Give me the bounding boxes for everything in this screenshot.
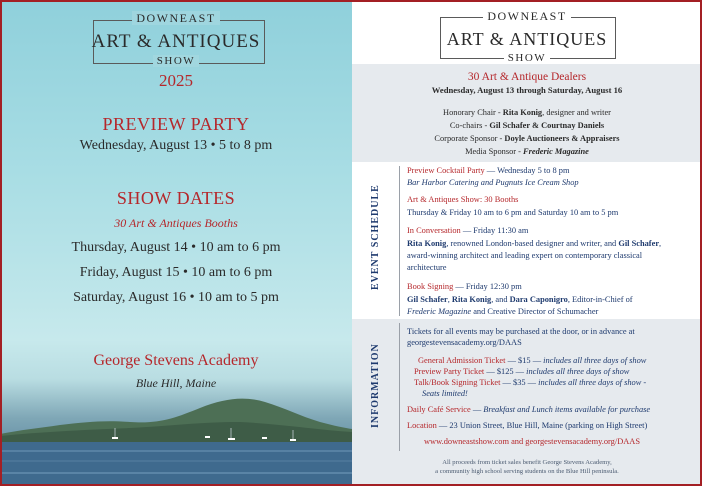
- preview-party-date: Wednesday, August 13 • 5 to 8 pm: [79, 138, 273, 153]
- event-schedule-label: EVENT SCHEDULE: [370, 184, 381, 290]
- show-times-line: Thursday & Friday 10 am to 6 pm and Saturday 10 am to 5 pm: [407, 208, 619, 217]
- tickets-info-line: Tickets for all events may be purchased at the door, or in advance at: [407, 327, 635, 336]
- book-signing-desc-line: Frederic Magazine and Creative Director of Schumacher: [407, 307, 599, 316]
- seats-limited-note: Seats limited!: [422, 389, 468, 398]
- show-date-line: Friday, August 15 • 10 am to 6 pm: [79, 265, 273, 280]
- corporate-sponsor-line: Corporate Sponsor - Doyle Auctioneers & Appraisers: [434, 134, 620, 143]
- tickets-url[interactable]: georgestevensacademy.org/DAAS: [407, 338, 522, 347]
- co-chairs-line: Co-chairs - Gil Schafer & Courtnay Daniels: [449, 121, 605, 130]
- logo-top-text: DOWNEAST: [0, 11, 352, 26]
- conversation-desc-line: Rita Konig, renowned London-based designer and writer, and Gil Schafer,: [407, 239, 662, 248]
- divider: [399, 323, 400, 451]
- right-header: [352, 0, 702, 63]
- show-date-line: Saturday, August 16 • 10 am to 5 pm: [73, 290, 279, 305]
- show-dates-subtitle: 30 Art & Antiques Booths: [114, 216, 238, 230]
- footer-section: [352, 454, 702, 486]
- event-schedule-section: [352, 162, 702, 319]
- general-admission-line: General Admission Ticket — $15 — includes all three days of show: [418, 356, 647, 365]
- harbor-scene-illustration: [0, 392, 352, 486]
- conversation-desc-line: award-winning architect and leading expert on contemporary classical: [407, 251, 643, 260]
- intro-section: [352, 64, 702, 162]
- honorary-chair-line: Honorary Chair - Rita Konig, designer and writer: [443, 108, 611, 117]
- divider: [399, 166, 400, 316]
- show-date-range: Wednesday, August 13 through Saturday, August 16: [431, 85, 623, 95]
- show-date-line: Thursday, August 14 • 10 am to 6 pm: [71, 240, 281, 255]
- logo-main-text: ART & ANTIQUES: [446, 29, 608, 49]
- footer-line: All proceeds from ticket sales benefit George Stevens Academy,: [442, 459, 612, 466]
- show-booths-heading: Art & Antiques Show: 30 Booths: [407, 195, 519, 204]
- right-panel: [352, 0, 702, 486]
- preview-party-heading: PREVIEW PARTY: [102, 114, 250, 134]
- school-name: George Stevens Academy: [93, 352, 259, 369]
- talk-signing-ticket-line: Talk/Book Signing Ticket — $35 — includes all three days of show -: [414, 378, 647, 387]
- information-section: [352, 319, 702, 454]
- footer-line: a community high school serving students on the Blue Hill peninsula.: [435, 468, 619, 475]
- conversation-desc-line: architecture: [407, 263, 447, 272]
- conversation-heading: In Conversation — Friday 11:30 am: [407, 226, 529, 235]
- preview-party-ticket-line: Preview Party Ticket — $125 — includes all three days of show: [414, 367, 630, 376]
- location-line: Location — 23 Union Street, Blue Hill, Maine (parking on High Street): [407, 421, 648, 430]
- logo-top-text: DOWNEAST: [352, 9, 702, 24]
- year: 2025: [159, 71, 193, 90]
- logo-bottom-text: SHOW: [0, 55, 352, 67]
- logo-bottom-text: SHOW: [352, 52, 702, 64]
- websites-line[interactable]: www.downeastshow.com and georgestevensacademy.org/DAAS: [424, 437, 640, 446]
- dealers-heading: 30 Art & Antique Dealers: [467, 71, 587, 83]
- town-name: Blue Hill, Maine: [135, 376, 217, 390]
- cafe-service-line: Daily Café Service — Breakfast and Lunch items available for purchase: [407, 405, 651, 414]
- information-label: INFORMATION: [370, 343, 381, 428]
- book-signing-desc-line: Gil Schafer, Rita Konig, and Dara Caponigro, Editor-in-Chief of: [407, 295, 633, 304]
- cocktail-party-line: Preview Cocktail Party — Wednesday 5 to 8 pm: [407, 166, 570, 175]
- show-dates-heading: SHOW DATES: [116, 188, 236, 208]
- cocktail-caterer-line: Bar Harbor Catering and Pugnuts Ice Cream Shop: [407, 178, 579, 187]
- book-signing-heading: Book Signing — Friday 12:30 pm: [407, 282, 522, 291]
- media-sponsor-line: Media Sponsor - Frederic Magazine: [465, 147, 589, 156]
- logo-main-text: ART & ANTIQUES: [91, 31, 261, 52]
